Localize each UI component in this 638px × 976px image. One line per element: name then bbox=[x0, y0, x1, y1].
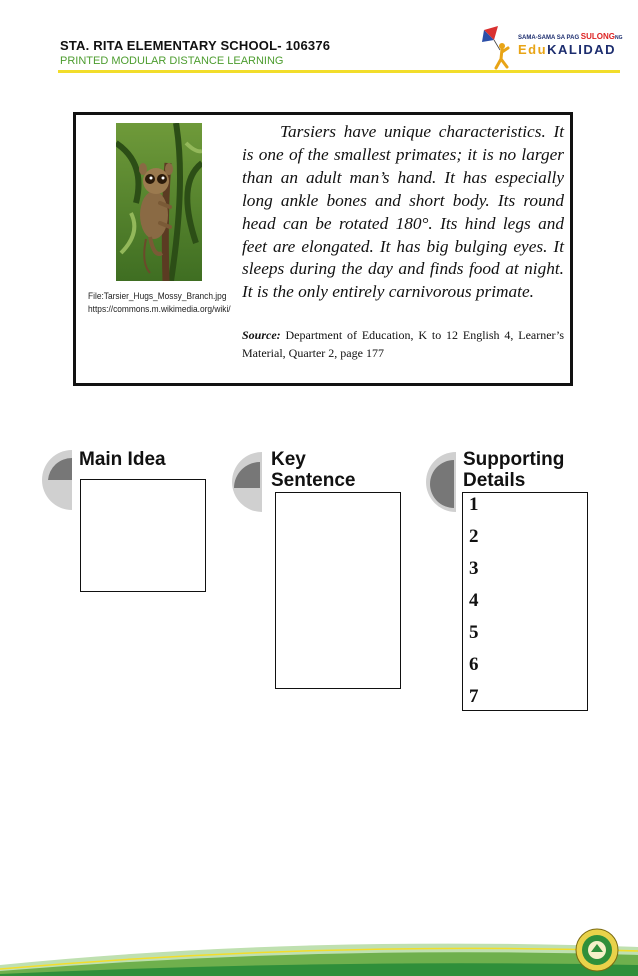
detail-number-2: 2 bbox=[469, 526, 479, 547]
detail-number-7: 7 bbox=[469, 686, 479, 707]
main-idea-title: Main Idea bbox=[79, 449, 166, 470]
key-sentence-box[interactable] bbox=[275, 492, 401, 689]
school-seal-icon bbox=[575, 928, 619, 972]
school-name: STA. RITA ELEMENTARY SCHOOL- 106376 bbox=[60, 38, 331, 53]
source-text: Department of Education, K to 12 English 4, Learner’s Material, Quarter 2, page 177 bbox=[242, 328, 564, 360]
supporting-details-box[interactable] bbox=[462, 492, 588, 711]
detail-number-3: 3 bbox=[469, 558, 479, 579]
reading-passage-box bbox=[73, 112, 573, 386]
module-subtitle: PRINTED MODULAR DISTANCE LEARNING bbox=[60, 55, 284, 67]
supporting-details-three-quarter-icon bbox=[418, 450, 458, 514]
main-idea-quarter-icon bbox=[40, 448, 74, 512]
image-caption-url: https://commons.m.wikimedia.org/wiki/ bbox=[88, 304, 231, 315]
key-sentence-title: Key Sentence bbox=[271, 449, 356, 491]
supporting-details-title: Supporting Details bbox=[463, 449, 565, 491]
source-citation bbox=[242, 326, 564, 362]
header-divider bbox=[58, 70, 620, 73]
footer-swoosh bbox=[0, 925, 638, 976]
main-idea-box[interactable] bbox=[80, 479, 206, 592]
logo-tagline: SAMA-SAMA SA PAG SULONGNG bbox=[518, 32, 623, 41]
detail-number-6: 6 bbox=[469, 654, 479, 675]
logo-wordmark: EduKALIDAD bbox=[518, 42, 617, 57]
edukalidad-logo bbox=[480, 26, 625, 70]
key-sentence-half-icon bbox=[226, 450, 264, 514]
tarsier-photo bbox=[116, 123, 202, 281]
image-caption-filename: File:Tarsier_Hugs_Mossy_Branch.jpg bbox=[88, 291, 227, 302]
detail-number-4: 4 bbox=[469, 590, 479, 611]
detail-number-1: 1 bbox=[469, 494, 479, 515]
detail-number-5: 5 bbox=[469, 622, 479, 643]
passage-text: Tarsiers have unique characteristics. It is one of the smallest primates; it is no larger than an adult man’s hand. It has especially long ankle bones and short body. Its round head can be rotated 180°. Its hind legs and feet are elongated. It has big bulging eyes. It sleeps during the day and finds food at night. It is the only entirely carnivorous primate. bbox=[242, 122, 564, 302]
source-label: Source: bbox=[242, 328, 281, 342]
kite-runner-icon bbox=[480, 26, 516, 70]
